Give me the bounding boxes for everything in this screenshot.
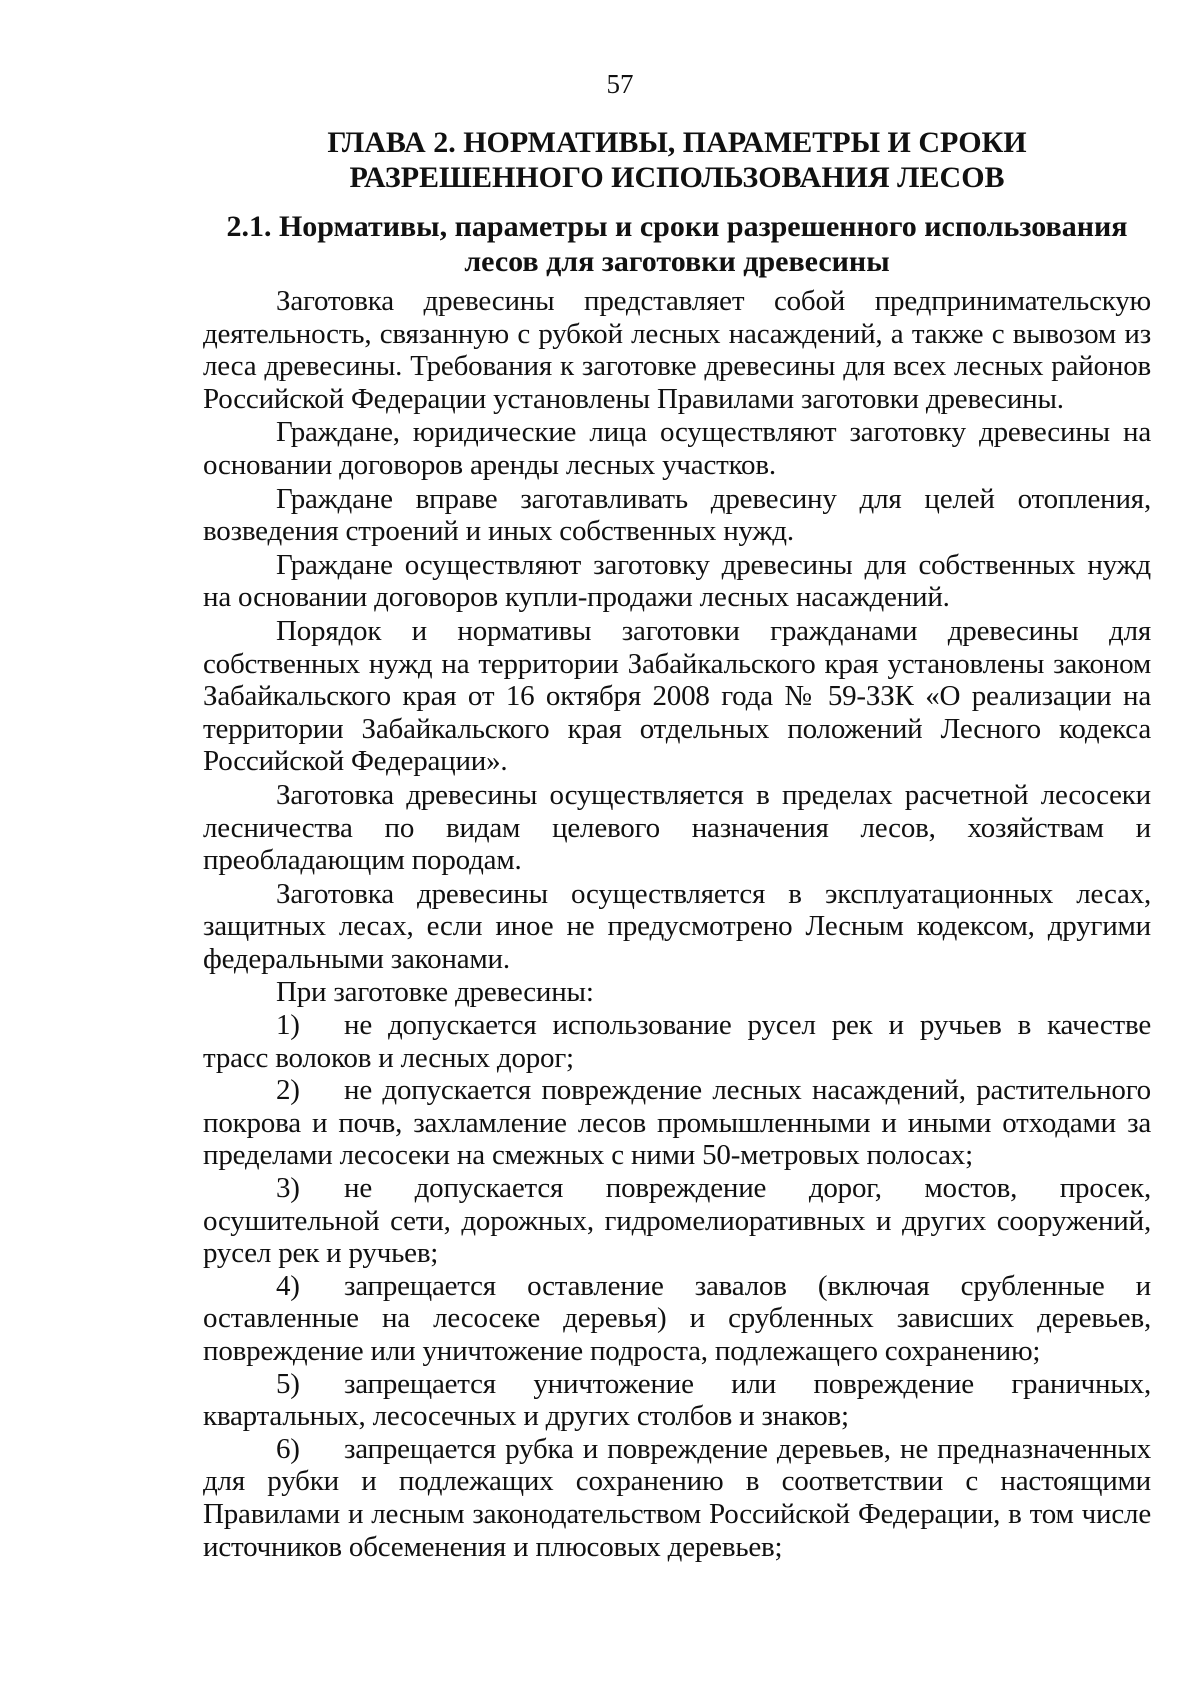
- list-item: [203, 1074, 1151, 1172]
- list-item-text: запрещается рубка и повреждение деревьев, не предназначенных для рубки и подлежащих сохранению в соответствии с настоящими Правилами и лесным законодательством Российской Федерации, в том числе источников обсеменения и плюсовых деревьев;: [203, 1432, 1151, 1563]
- list-item: [203, 1172, 1151, 1270]
- list-item-number: 1): [276, 1009, 300, 1042]
- paragraph-regional-law: Порядок и нормативы заготовки гражданами древесины для собственных нужд на территории Забайкальского края установлены законом Забайкальского края от 16 октября 2008 года № 59-ЗЗК «О реализации на территории Забайкальского края отдельных положений Лесного кодекса Российской Федерации».: [203, 614, 1151, 778]
- list-item: [203, 1270, 1151, 1368]
- paragraph-list-intro: При заготовке древесины:: [276, 976, 594, 1009]
- section-title: 2.1. Нормативы, параметры и сроки разрешенного использования лесов для заготовки древесины: [226, 210, 1128, 278]
- list-item: [203, 1433, 1151, 1563]
- list-item-text: запрещается оставление завалов (включая срубленные и оставленные на лесосеке деревья) и срубленных зависших деревьев, повреждение или уничтожение подроста, подлежащего сохранению;: [203, 1269, 1151, 1367]
- paragraph-lease-agreements: Граждане, юридические лица осуществляют заготовку древесины на основании договоров аренды лесных участков.: [203, 416, 1151, 481]
- list-item: [203, 1009, 1151, 1074]
- list-item-text: не допускается использование русел рек и ручьев в качестве трасс волоков и лесных дорог;: [203, 1009, 1151, 1074]
- list-item-text: не допускается повреждение лесных насаждений, растительного покрова и почв, захламление лесов промышленными и иными отходами за пределами лесосеки на смежных с ними 50-метровых полосах;: [203, 1074, 1151, 1172]
- list-item-number: 2): [276, 1074, 300, 1107]
- list-item-number: 5): [276, 1367, 300, 1400]
- paragraph-citizens-own-needs: Граждане вправе заготавливать древесину для целей отопления, возведения строений и иных собственных нужд.: [203, 482, 1151, 548]
- page-content: [203, 125, 1151, 1563]
- list-item-number: 6): [276, 1432, 300, 1465]
- paragraph-allowable-cut: Заготовка древесины осуществляется в пределах расчетной лесосеки лесничества по видам целевого назначения лесов, хозяйствам и преобладающим породам.: [203, 778, 1151, 877]
- chapter-title: ГЛАВА 2. НОРМАТИВЫ, ПАРАМЕТРЫ И СРОКИ РАЗРЕШЕННОГО ИСПОЛЬЗОВАНИЯ ЛЕСОВ: [327, 126, 1027, 194]
- list-item-number: 4): [276, 1269, 300, 1302]
- paragraph-timber-harvesting-definition: Заготовка древесины представляет собой предпринимательскую деятельность, связанную с рубкой лесных насаждений, а также с вывозом из леса древесины. Требования к заготовке древесины для всех лесных районов Российской Федерации установлены Правилами заготовки древесины.: [203, 285, 1151, 415]
- list-item-number: 3): [276, 1172, 300, 1205]
- paragraph-forest-types: Заготовка древесины осуществляется в эксплуатационных лесах, защитных лесах, если иное не предусмотрено Лесным кодексом, другими федеральными законами.: [203, 877, 1151, 975]
- list-item-text: не допускается повреждение дорог, мостов, просек, осушительной сети, дорожных, гидромелиоративных и других сооружений, русел рек и ручьев;: [203, 1172, 1151, 1270]
- paragraph-purchase-agreements: Граждане осуществляют заготовку древесины для собственных нужд на основании договоров купли-продажи лесных насаждений.: [203, 548, 1151, 614]
- list-item-text: запрещается уничтожение или повреждение граничных, квартальных, лесосечных и других столбов и знаков;: [203, 1367, 1151, 1433]
- page-number: 57: [606, 69, 634, 99]
- list-item: [203, 1368, 1151, 1433]
